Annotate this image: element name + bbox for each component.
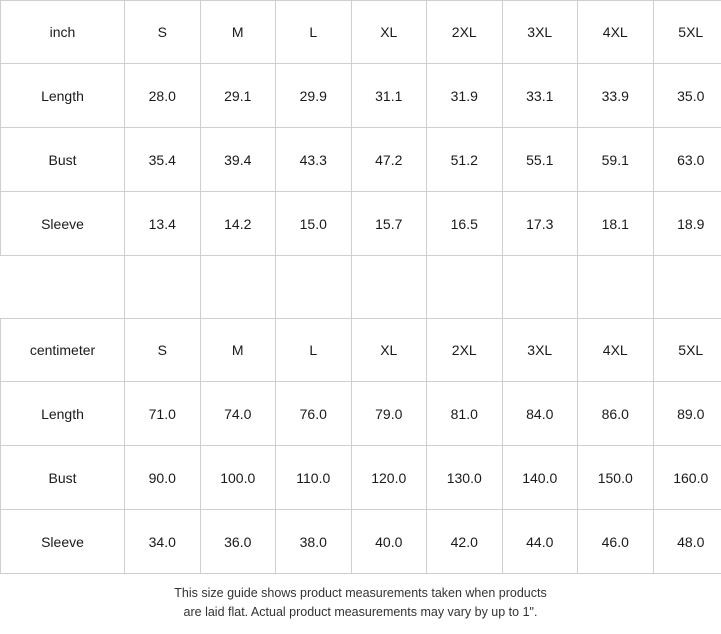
cell-cm-sleeve-xl: 40.0 — [351, 510, 427, 574]
cell-inch-length-2xl: 31.9 — [427, 64, 503, 128]
note-line-2: are laid flat. Actual product measurements may vary by up to 1". — [183, 604, 538, 619]
cell-inch-sleeve-4xl: 18.1 — [578, 192, 654, 256]
table-row — [1, 382, 721, 446]
cell-cm-sleeve-4xl: 46.0 — [578, 510, 654, 574]
cell-cm-bust-l: 110.0 — [276, 446, 352, 510]
cell-cm-sleeve-5xl: 48.0 — [653, 510, 721, 574]
cell-cm-bust-5xl: 160.0 — [653, 446, 721, 510]
cell-inch-length-m: 29.1 — [200, 64, 276, 128]
table-spacer-row — [1, 256, 721, 319]
column-header-cm-5xl: 5XL — [653, 319, 721, 382]
cell-cm-length-4xl: 86.0 — [578, 382, 654, 446]
cell-inch-length-xl: 31.1 — [351, 64, 427, 128]
cell-cm-bust-2xl: 130.0 — [427, 446, 503, 510]
row-label-bust-inch: Bust — [1, 128, 125, 192]
cell-cm-length-5xl: 89.0 — [653, 382, 721, 446]
table-row — [1, 64, 721, 128]
cell-cm-sleeve-3xl: 44.0 — [502, 510, 578, 574]
cell-inch-bust-s: 35.4 — [125, 128, 201, 192]
cell-cm-sleeve-2xl: 42.0 — [427, 510, 503, 574]
column-header-m: M — [200, 1, 276, 64]
cell-inch-sleeve-l: 15.0 — [276, 192, 352, 256]
spacer-cell — [200, 256, 276, 319]
cell-inch-length-l: 29.9 — [276, 64, 352, 128]
unit-label-centimeter: centimeter — [1, 319, 125, 382]
table-header-row-centimeter — [1, 319, 721, 382]
cell-cm-bust-4xl: 150.0 — [578, 446, 654, 510]
cell-inch-bust-2xl: 51.2 — [427, 128, 503, 192]
cell-inch-sleeve-5xl: 18.9 — [653, 192, 721, 256]
spacer-cell — [427, 256, 503, 319]
table-row — [1, 446, 721, 510]
row-label-bust-cm: Bust — [1, 446, 125, 510]
cell-inch-sleeve-s: 13.4 — [125, 192, 201, 256]
cell-cm-bust-3xl: 140.0 — [502, 446, 578, 510]
column-header-cm-4xl: 4XL — [578, 319, 654, 382]
size-guide-note — [0, 584, 721, 622]
row-label-sleeve-inch: Sleeve — [1, 192, 125, 256]
cell-inch-length-4xl: 33.9 — [578, 64, 654, 128]
cell-cm-length-xl: 79.0 — [351, 382, 427, 446]
column-header-4xl: 4XL — [578, 1, 654, 64]
spacer-cell — [502, 256, 578, 319]
table-row — [1, 128, 721, 192]
cell-cm-length-m: 74.0 — [200, 382, 276, 446]
table-row — [1, 192, 721, 256]
cell-cm-bust-m: 100.0 — [200, 446, 276, 510]
spacer-cell — [125, 256, 201, 319]
cell-inch-length-s: 28.0 — [125, 64, 201, 128]
cell-cm-bust-xl: 120.0 — [351, 446, 427, 510]
cell-cm-sleeve-s: 34.0 — [125, 510, 201, 574]
column-header-cm-3xl: 3XL — [502, 319, 578, 382]
column-header-cm-s: S — [125, 319, 201, 382]
column-header-cm-m: M — [200, 319, 276, 382]
cell-cm-sleeve-m: 36.0 — [200, 510, 276, 574]
cell-inch-sleeve-m: 14.2 — [200, 192, 276, 256]
cell-inch-length-3xl: 33.1 — [502, 64, 578, 128]
cell-cm-length-3xl: 84.0 — [502, 382, 578, 446]
cell-cm-length-l: 76.0 — [276, 382, 352, 446]
column-header-2xl: 2XL — [427, 1, 503, 64]
cell-inch-bust-m: 39.4 — [200, 128, 276, 192]
column-header-5xl: 5XL — [653, 1, 721, 64]
cell-inch-bust-xl: 47.2 — [351, 128, 427, 192]
cell-cm-length-2xl: 81.0 — [427, 382, 503, 446]
spacer-cell — [276, 256, 352, 319]
cell-inch-sleeve-2xl: 16.5 — [427, 192, 503, 256]
table-header-row-inch — [1, 1, 721, 64]
cell-cm-sleeve-l: 38.0 — [276, 510, 352, 574]
column-header-xl: XL — [351, 1, 427, 64]
cell-inch-bust-3xl: 55.1 — [502, 128, 578, 192]
cell-inch-bust-l: 43.3 — [276, 128, 352, 192]
cell-cm-bust-s: 90.0 — [125, 446, 201, 510]
column-header-cm-l: L — [276, 319, 352, 382]
note-line-1: This size guide shows product measurements taken when products — [174, 586, 547, 600]
table-row — [1, 510, 721, 574]
column-header-s: S — [125, 1, 201, 64]
cell-inch-sleeve-3xl: 17.3 — [502, 192, 578, 256]
cell-inch-length-5xl: 35.0 — [653, 64, 721, 128]
column-header-l: L — [276, 1, 352, 64]
row-label-length-inch: Length — [1, 64, 125, 128]
row-label-sleeve-cm: Sleeve — [1, 510, 125, 574]
cell-cm-length-s: 71.0 — [125, 382, 201, 446]
cell-inch-bust-5xl: 63.0 — [653, 128, 721, 192]
column-header-3xl: 3XL — [502, 1, 578, 64]
column-header-cm-2xl: 2XL — [427, 319, 503, 382]
column-header-cm-xl: XL — [351, 319, 427, 382]
spacer-cell — [351, 256, 427, 319]
cell-inch-bust-4xl: 59.1 — [578, 128, 654, 192]
row-label-length-cm: Length — [1, 382, 125, 446]
spacer-cell — [578, 256, 654, 319]
unit-label-inch: inch — [1, 1, 125, 64]
spacer-cell — [1, 256, 125, 319]
spacer-cell — [653, 256, 721, 319]
cell-inch-sleeve-xl: 15.7 — [351, 192, 427, 256]
